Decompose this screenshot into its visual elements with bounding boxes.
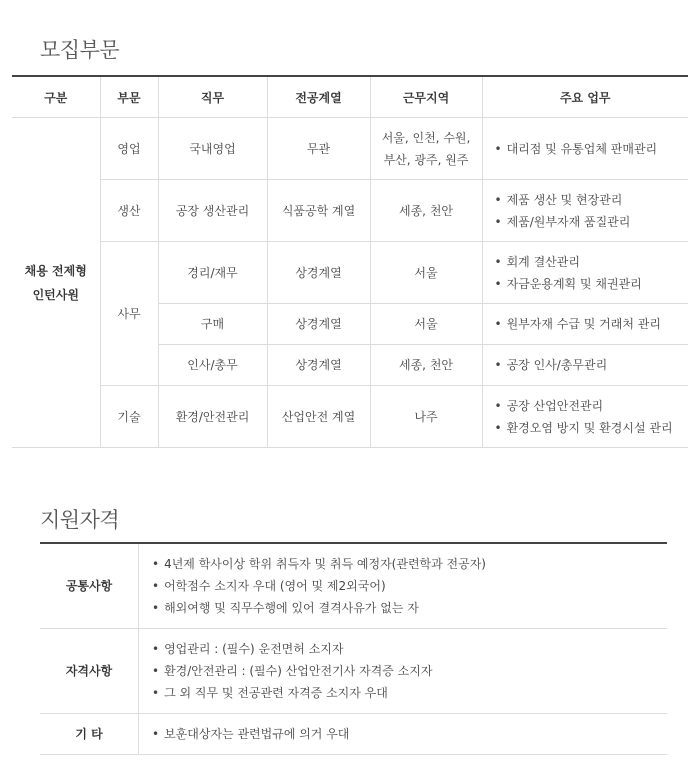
location-line: 부산, 광주, 원주: [383, 152, 469, 167]
qualification-item: • 어학점수 소지자 우대 (영어 및 제2외국어): [152, 575, 667, 597]
category-line: 채용 전제형: [24, 263, 87, 278]
duty-item: • 공장 산업안전관리: [495, 395, 689, 417]
table-header-row: [12, 76, 688, 118]
qualification-content: [139, 543, 668, 629]
category-cell: [12, 118, 100, 448]
table-row: [40, 629, 667, 714]
duties-cell: [482, 242, 688, 304]
location-cell: 세종, 천안: [370, 180, 482, 242]
table-row: [12, 242, 688, 304]
duty-item: • 회계 결산관리: [495, 251, 689, 273]
duty-item: • 자금운용계획 및 채권관리: [495, 273, 689, 295]
duties-cell: [482, 345, 688, 386]
dept-cell: 기술: [100, 386, 158, 448]
duties-cell: [482, 180, 688, 242]
duty-item: • 제품/원부자재 품질관리: [495, 211, 689, 233]
qualification-content: [139, 714, 668, 755]
table-row: [40, 543, 667, 629]
qualification-label: 기 타: [40, 714, 139, 755]
section-title-recruitment: 모집부문: [40, 38, 120, 62]
job-cell: 구매: [158, 304, 267, 345]
table-row: [12, 118, 688, 180]
qualification-label: 공통사항: [40, 543, 139, 629]
job-cell: 공장 생산관리: [158, 180, 267, 242]
header-department: 부문: [100, 76, 158, 118]
duty-item: • 공장 인사/총무관리: [495, 354, 689, 376]
recruitment-table: [12, 75, 688, 448]
dept-cell: 사무: [100, 242, 158, 386]
qualification-label: 자격사항: [40, 629, 139, 714]
major-cell: 식품공학 계열: [267, 180, 370, 242]
qualification-content: [139, 629, 668, 714]
header-location: 근무지역: [370, 76, 482, 118]
table-row: [12, 386, 688, 448]
duty-item: • 환경오염 방지 및 환경시설 관리: [495, 417, 689, 439]
table-row: [12, 180, 688, 242]
header-major: 전공계열: [267, 76, 370, 118]
section-title-qualifications: 지원자격: [40, 508, 120, 532]
qualification-item: • 영업관리 : (필수) 운전면허 소지자: [152, 638, 667, 660]
major-cell: 산업안전 계열: [267, 386, 370, 448]
table-row: [40, 714, 667, 755]
location-line: 서울, 인천, 수원,: [381, 130, 471, 145]
job-cell: 경리/재무: [158, 242, 267, 304]
job-cell: 인사/총무: [158, 345, 267, 386]
qualification-item: • 그 외 직무 및 전공관련 자격증 소지자 우대: [152, 682, 667, 704]
header-category: 구분: [12, 76, 100, 118]
location-cell: 세종, 천안: [370, 345, 482, 386]
duties-cell: [482, 118, 688, 180]
header-duties: 주요 업무: [482, 76, 688, 118]
major-cell: 상경계열: [267, 242, 370, 304]
duty-item: • 원부자재 수급 및 거래처 관리: [495, 313, 689, 335]
qualifications-table: [40, 542, 667, 755]
duties-cell: [482, 386, 688, 448]
dept-cell: 생산: [100, 180, 158, 242]
location-cell: 나주: [370, 386, 482, 448]
duty-item: • 제품 생산 및 현장관리: [495, 189, 689, 211]
qualification-item: • 4년제 학사이상 학위 취득자 및 취득 예정자(관련학과 전공자): [152, 553, 667, 575]
header-job: 직무: [158, 76, 267, 118]
location-cell: [370, 118, 482, 180]
qualification-item: • 해외여행 및 직무수행에 있어 결격사유가 없는 자: [152, 597, 667, 619]
job-cell: 국내영업: [158, 118, 267, 180]
duties-cell: [482, 304, 688, 345]
job-cell: 환경/안전관리: [158, 386, 267, 448]
location-cell: 서울: [370, 242, 482, 304]
dept-cell: 영업: [100, 118, 158, 180]
qualification-item: • 보훈대상자는 관련법규에 의거 우대: [152, 723, 667, 745]
qualification-item: • 환경/안전관리 : (필수) 산업안전기사 자격증 소지자: [152, 660, 667, 682]
major-cell: 상경계열: [267, 345, 370, 386]
category-line: 인턴사원: [32, 287, 79, 302]
major-cell: 무관: [267, 118, 370, 180]
major-cell: 상경계열: [267, 304, 370, 345]
duty-item: • 대리점 및 유통업체 판매관리: [495, 138, 689, 160]
location-cell: 서울: [370, 304, 482, 345]
